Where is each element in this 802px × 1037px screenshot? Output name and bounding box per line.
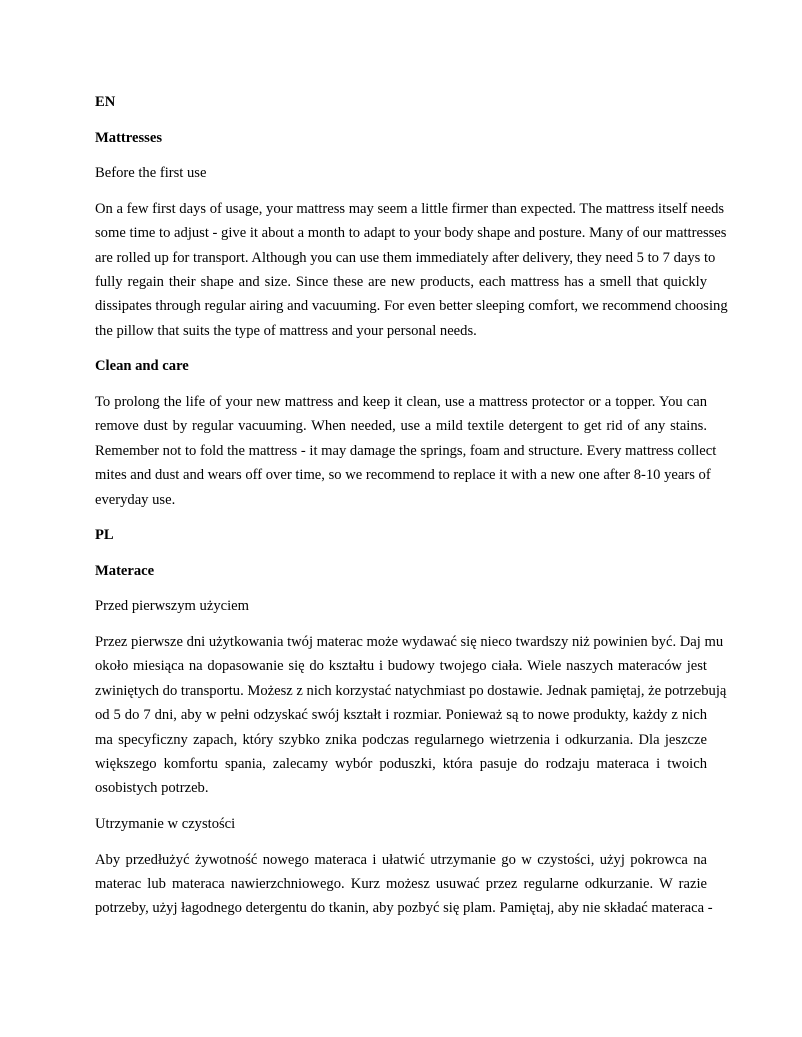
paragraph-line: około miesiąca na dopasowanie się do kształtu i budowy twojego ciała. Wiele naszych materaców jest bbox=[95, 658, 707, 675]
paragraph-line: Remember not to fold the mattress - it may damage the springs, foam and structure. Every mattress collect bbox=[95, 442, 717, 459]
heading-clean-and-care: Clean and care bbox=[95, 358, 189, 375]
paragraph-pl-care bbox=[95, 848, 713, 921]
document-page bbox=[95, 90, 728, 932]
paragraph-line: are rolled up for transport. Although you can use them immediately after delivery, they need 5 to 7 days to bbox=[95, 249, 716, 266]
paragraph-line: Przez pierwsze dni użytkowania twój materac może wydawać się nieco twardszy niż powinien być. Daj mu bbox=[95, 634, 724, 650]
paragraph-line: the pillow that suits the type of mattress and your personal needs. bbox=[95, 322, 477, 339]
heading-materace: Materace bbox=[95, 562, 155, 579]
paragraph-line: mites and dust and wears off over time, so we recommend to replace it with a new one after 8-10 years of bbox=[95, 467, 711, 484]
paragraph-line: some time to adjust - give it about a month to adapt to your body shape and posture. Many of our mattresses bbox=[95, 225, 727, 242]
paragraph-en-care bbox=[95, 390, 717, 512]
subheading-przed-pierwszym-uzyciem: Przed pierwszym użyciem bbox=[95, 598, 249, 615]
paragraph-line: On a few first days of usage, your mattress may seem a little firmer than expected. The mattress itself needs bbox=[95, 200, 725, 217]
paragraph-line: remove dust by regular vacuuming. When needed, use a mild textile detergent to get rid of any stains. bbox=[95, 418, 707, 435]
subheading-before-first-use: Before the first use bbox=[95, 165, 207, 182]
paragraph-line: dissipates through regular airing and vacuuming. For even better sleeping comfort, we recommend choosing bbox=[95, 298, 728, 315]
section-lang-en: EN bbox=[95, 94, 116, 110]
paragraph-line: everyday use. bbox=[95, 491, 176, 508]
paragraph-line: materac lub materaca nawierzchniowego. Kurz możesz usuwać przez regularne odkurzanie. W razie bbox=[95, 876, 707, 893]
paragraph-line: To prolong the life of your new mattress and keep it clean, use a mattress protector or a topper. You can bbox=[95, 394, 707, 410]
heading-mattresses: Mattresses bbox=[95, 129, 162, 146]
paragraph-line: od 5 do 7 dni, aby w pełni odzyskać swój kształt i rozmiar. Ponieważ są to nowe produkty, każdy z nich bbox=[95, 707, 707, 724]
paragraph-pl-first-use bbox=[95, 630, 727, 801]
paragraph-line: fully regain their shape and size. Since these are new products, each mattress has a smell that quickly bbox=[95, 274, 707, 290]
section-lang-pl: PL bbox=[95, 527, 114, 544]
subheading-utrzymanie: Utrzymanie w czystości bbox=[95, 816, 236, 833]
paragraph-line: większego komfortu spania, zalecamy wybór poduszki, która pasuje do rodzaju materaca i twoich bbox=[95, 756, 707, 773]
paragraph-line: potrzeby, użyj łagodnego detergentu do tkanin, aby pozbyć się plam. Pamiętaj, aby nie składać materaca - bbox=[95, 900, 713, 917]
paragraph-en-first-use bbox=[95, 197, 728, 343]
paragraph-line: osobistych potrzeb. bbox=[95, 780, 209, 797]
paragraph-line: ma specyficzny zapach, który szybko znika podczas regularnego wietrzenia i odkurzania. Dla jeszcze bbox=[95, 731, 707, 748]
paragraph-line: Aby przedłużyć żywotność nowego materaca i ułatwić utrzymanie go w czystości, użyj pokrowca na bbox=[95, 851, 707, 868]
paragraph-line: zwiniętych do transportu. Możesz z nich korzystać natychmiast po dostawie. Jednak pamiętaj, że potrzebują bbox=[95, 682, 727, 699]
